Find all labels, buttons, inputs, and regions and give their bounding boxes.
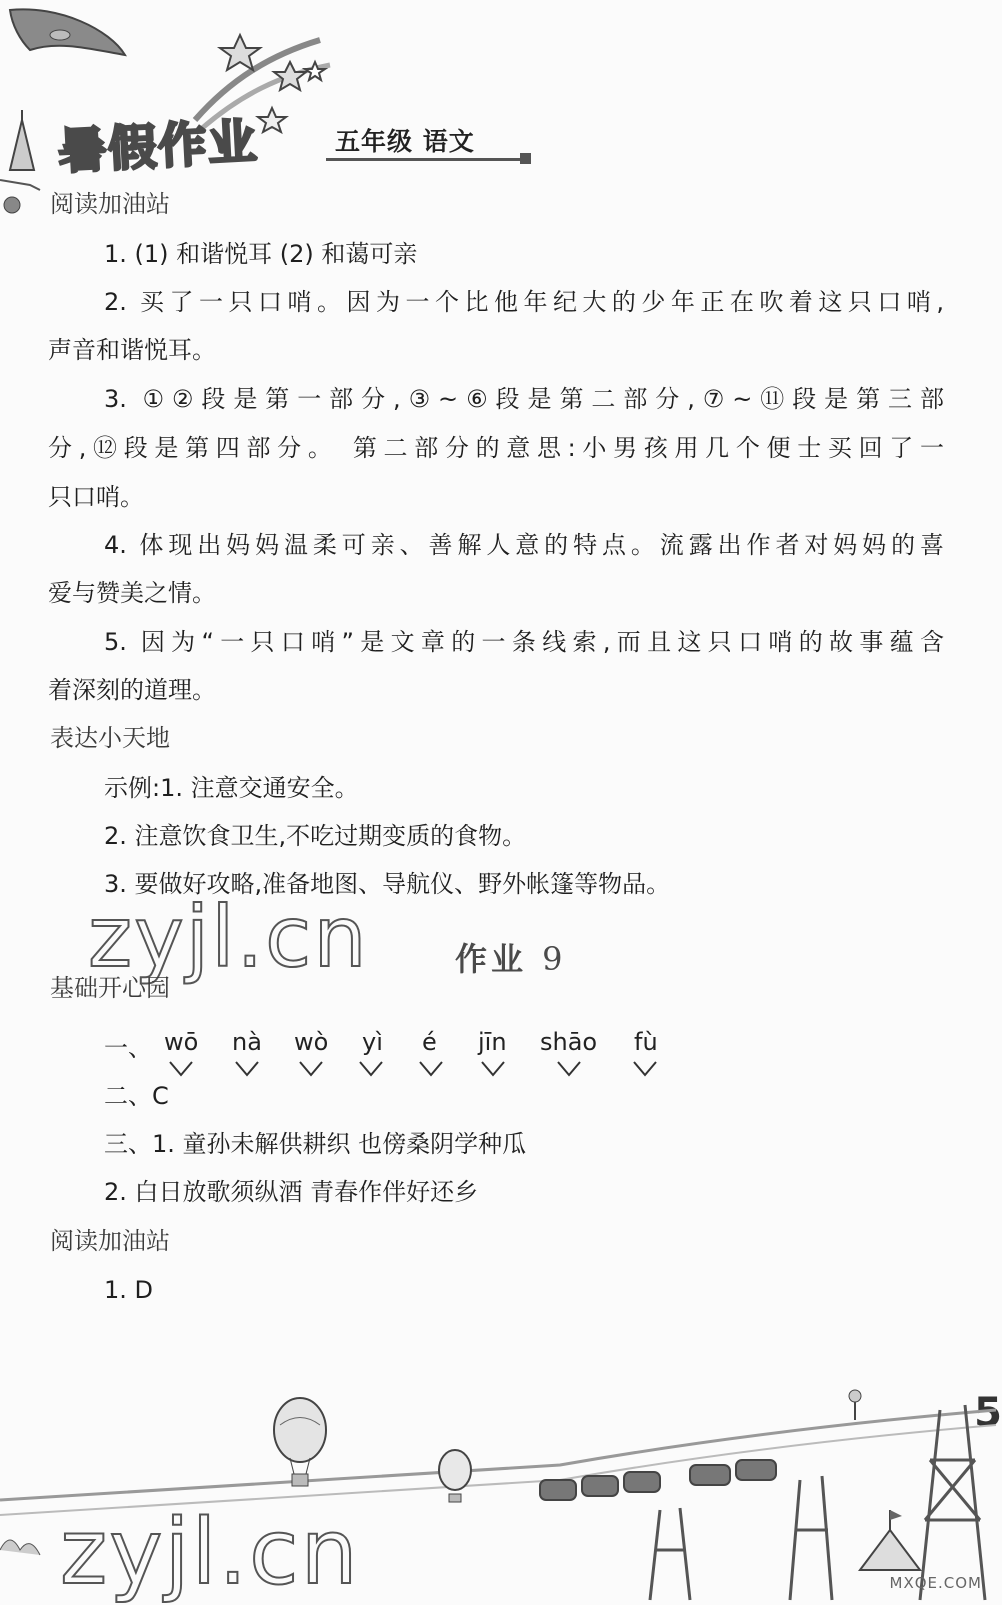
homework-title-label: 作业	[455, 940, 528, 978]
pinyin-item: é	[422, 1028, 437, 1056]
reading-q3-line2: 分,⑫段是第四部分。 第二部分的意思:小男孩用几个便士买回了一	[48, 434, 944, 462]
checkmark-icon	[556, 1058, 582, 1078]
checkmark-icon	[358, 1058, 384, 1078]
expression-example-1: 示例:1. 注意交通安全。	[104, 774, 359, 802]
basics-answer-2: 二、C	[104, 1082, 169, 1110]
checkmark-icon	[168, 1058, 194, 1078]
header-rule-end	[520, 153, 531, 164]
section-title-reading: 阅读加油站	[50, 190, 170, 218]
reading-q1: 1. (1) 和谐悦耳 (2) 和蔼可亲	[104, 240, 418, 268]
reading-q3-line1: 3. ①②段是第一部分,③~⑥段是第二部分,⑦~⑪段是第三部	[104, 385, 944, 413]
pinyin-lead: 一、	[104, 1034, 152, 1062]
reading-q5-line2: 着深刻的道理。	[48, 676, 216, 704]
homework-title	[455, 934, 567, 980]
pinyin-item: wō	[164, 1028, 199, 1056]
expression-example-3: 3. 要做好攻略,准备地图、导航仪、野外帐篷等物品。	[104, 870, 671, 898]
pinyin-item: wò	[294, 1028, 329, 1056]
basics-answer-3-line1: 三、1. 童孙未解供耕织 也傍桑阴学种瓜	[104, 1130, 527, 1158]
pinyin-item: jīn	[478, 1028, 507, 1056]
checkmark-icon	[298, 1058, 324, 1078]
section-title-basics: 基础开心园	[50, 974, 170, 1002]
reading2-q1: 1. D	[104, 1276, 154, 1304]
reading-q4-line2: 爱与赞美之情。	[48, 579, 216, 607]
header-decoration	[0, 0, 540, 220]
basics-answer-3-line2: 2. 白日放歌须纵酒 青春作伴好还乡	[104, 1178, 479, 1206]
reading-q3-line3: 只口哨。	[48, 483, 144, 511]
expression-example-2: 2. 注意饮食卫生,不吃过期变质的食物。	[104, 822, 527, 850]
checkmark-icon	[234, 1058, 260, 1078]
checkmark-icon	[418, 1058, 444, 1078]
section-title-expression: 表达小天地	[50, 724, 170, 752]
pinyin-item: fù	[634, 1028, 658, 1056]
header-subtitle: 五年级 语文	[335, 127, 475, 156]
checkmark-icon	[480, 1058, 506, 1078]
watermark-mid: zyjl.cn	[88, 888, 369, 986]
site-watermark: MXQE.COM	[889, 1574, 982, 1592]
reading-q4-line1: 4. 体现出妈妈温柔可亲、善解人意的特点。流露出作者对妈妈的喜	[104, 531, 944, 559]
header-rule	[326, 158, 526, 161]
reading-q2-line1: 2. 买了一只口哨。因为一个比他年纪大的少年正在吹着这只口哨,	[104, 288, 944, 316]
pinyin-item: shāo	[540, 1028, 598, 1056]
header-logo-text: 暑假作业	[56, 113, 260, 181]
checkmark-icon	[632, 1058, 658, 1078]
reading-q2-line2: 声音和谐悦耳。	[48, 336, 216, 364]
pinyin-item: yì	[362, 1028, 383, 1056]
page-number: 5	[974, 1390, 1002, 1436]
watermark-bottom: zyjl.cn	[60, 1500, 360, 1605]
pinyin-item: nà	[232, 1028, 262, 1056]
homework-number: 9	[542, 940, 567, 978]
reading-q5-line1: 5. 因为“一只口哨”是文章的一条线索,而且这只口哨的故事蕴含	[104, 628, 944, 656]
section-title-reading-2: 阅读加油站	[50, 1227, 170, 1255]
